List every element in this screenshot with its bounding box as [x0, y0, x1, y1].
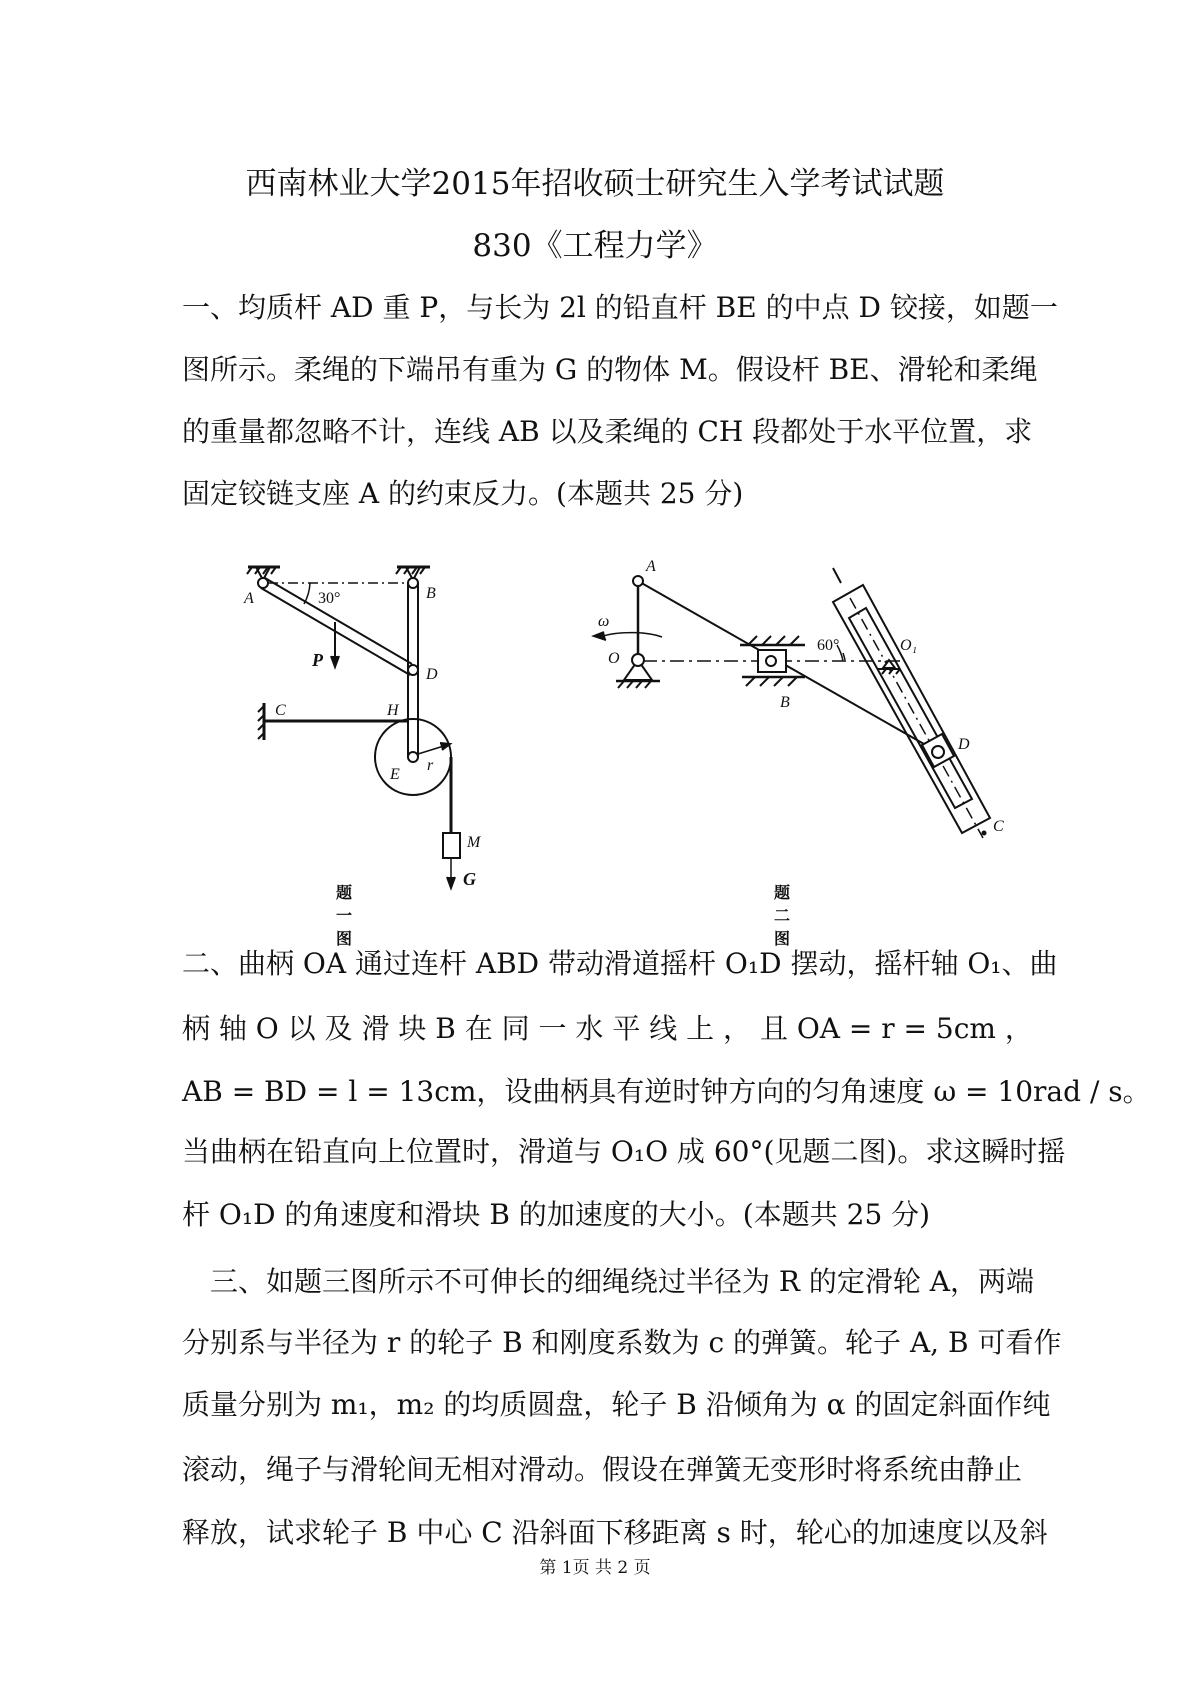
label-omega: ω: [598, 613, 610, 630]
label-d2: D: [958, 736, 970, 753]
pin-b: [408, 578, 418, 588]
label-m: M: [467, 834, 481, 851]
q3-line: 三、如题三图所示不可伸长的细绳绕过半径为 R 的定滑轮 A，两端: [182, 1265, 1035, 1298]
pin-d: [408, 665, 418, 675]
label-h: H: [387, 702, 399, 719]
slider-d: [922, 734, 954, 767]
q2-line: AB = BD = l = 13cm，设曲柄具有逆时钟方向的匀角速度 ω = 10rad / s。: [182, 1075, 1151, 1108]
pin-a: [258, 578, 268, 588]
omega-arrow: [600, 633, 662, 637]
label-angle-30: 30°: [318, 590, 341, 607]
label-r: r: [427, 757, 434, 774]
q2-line: 二、曲柄 OA 通过连杆 ABD 带动滑道摇杆 O₁D 摆动，摇杆轴 O₁、曲: [182, 947, 1058, 980]
label-c: C: [275, 702, 286, 719]
wall-c: [258, 703, 264, 740]
q2-line: 当曲柄在铅直向上位置时，滑道与 O₁O 成 60°(见题二图)。求这瞬时摇: [182, 1135, 1066, 1168]
label-angle-60: 60°: [817, 637, 840, 654]
label-g: G: [463, 869, 476, 889]
q3-line: 分别系与半径为 r 的轮子 B 和刚度系数为 c 的弹簧。轮子 A, B 可看作: [182, 1326, 1062, 1359]
figure-1: [247, 567, 460, 888]
label-e: E: [390, 766, 400, 783]
q1-line: 的重量都忽略不计，连线 AB 以及柔绳的 CH 段都处于水平位置，求: [182, 415, 1033, 448]
label-a2: A: [646, 558, 656, 575]
label-o1: O₁: [900, 637, 918, 654]
q3-line: 滚动，绳子与滑轮间无相对滑动。假设在弹簧无变形时将系统由静止: [182, 1453, 1023, 1486]
rocker-o1d: [833, 568, 990, 838]
figure-2-caption: 题二图: [774, 883, 791, 948]
page-footer: 第 1页 共 2 页: [539, 1558, 651, 1578]
pin-o: [632, 654, 644, 666]
label-b2: B: [780, 694, 790, 711]
weight-m: [443, 833, 460, 858]
q2-line: 柄 轴 O 以 及 滑 块 B 在 同 一 水 平 线 上 ， 且 OA = r = 5cm ，: [182, 1012, 1033, 1045]
label-p: P: [312, 650, 323, 670]
q3-line: 释放，试求轮子 B 中心 C 沿斜面下移距离 s 时，轮心的加速度以及斜: [182, 1516, 1048, 1549]
label-a: A: [244, 590, 254, 607]
label-c2: C: [993, 818, 1004, 835]
q2-line: 杆 O₁D 的角速度和滑块 B 的加速度的大小。(本题共 25 分): [182, 1198, 931, 1231]
pin-a2: [633, 576, 643, 586]
q1-line: 固定铰链支座 A 的约束反力。(本题共 25 分): [182, 477, 744, 510]
q1-line: 图所示。柔绳的下端吊有重为 G 的物体 M。假设杆 BE、滑轮和柔绳: [182, 353, 1038, 386]
label-b: B: [426, 585, 436, 602]
figure-2: [594, 568, 990, 838]
pin-e: [408, 752, 418, 762]
exam-title: 西南林业大学2015年招收硕士研究生入学考试试题: [245, 166, 945, 202]
label-o: O: [608, 650, 620, 667]
q3-line: 质量分别为 m₁，m₂ 的均质圆盘，轮子 B 沿倾角为 α 的固定斜面作纯: [182, 1388, 1051, 1421]
exam-subtitle: 830《工程力学》: [472, 228, 718, 264]
label-d: D: [426, 666, 438, 683]
q1-line: 一、均质杆 AD 重 P，与长为 2l 的铅直杆 BE 的中点 D 铰接，如题一: [182, 291, 1058, 324]
figure-1-caption: 题一图: [336, 883, 353, 948]
